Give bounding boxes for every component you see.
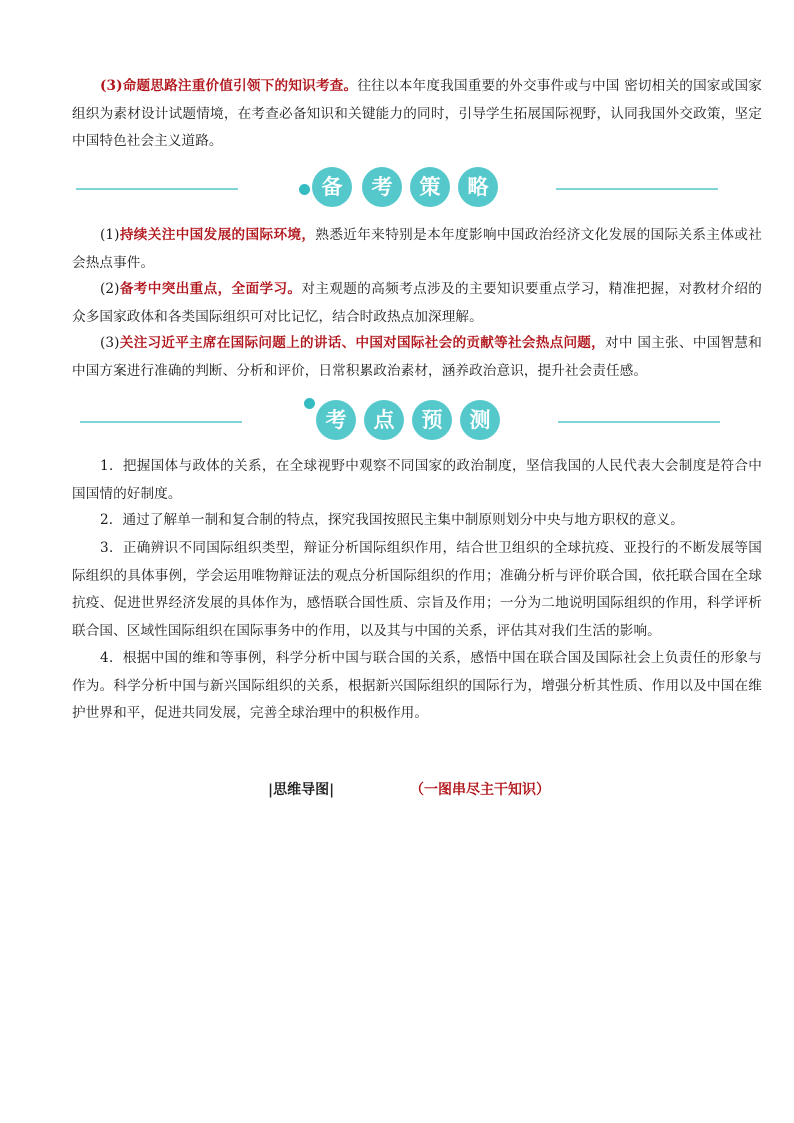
intro-paragraph (72, 73, 762, 156)
strategy-num: (2) (100, 281, 120, 297)
banner-left-line (80, 421, 242, 423)
strategy-text: 对主观题的高频考点涉及的主要知识要重点学习，精准把握，对教材介绍的众多国家政体和各类国际组织可对比记忆，结合时政热点加深理解。 (72, 281, 762, 325)
strategy-text: 对中 国主张、中国智慧和中国方案进行准确的判断、分析和评价，日常积累政治素材，涵养政治意识，提升社会责任感。 (72, 335, 762, 379)
intro-text: 往往以本年度我国重要的外交事件或与中国 密切相关的国家或国家组织为素材设计试题情境，在考查必备知识和关键能力的同时，引导学生拓展国际视野，认同我国外交政策，坚定中国特色社会主义道路。 (72, 78, 762, 149)
prediction-item: 1．把握国体与政体的关系，在全球视野中观察不同国家的政治制度，坚信我国的人民代表大会制度是符合中国国情的好制度。 (72, 458, 762, 502)
banner-char: 考 (316, 400, 356, 440)
banner-left-line (76, 188, 238, 190)
banner-right-line (558, 421, 720, 423)
strategy-num: (3) (100, 335, 120, 351)
prediction-item: 2．通过了解单一制和复合制的特点，探究我国按照民主集中制原则划分中央与地方职权的意义。 (100, 512, 684, 528)
strategy-num: (1) (100, 227, 120, 243)
strategy-item (72, 330, 762, 385)
mindmap-subtitle-text: （一图串尽主干知识） (410, 782, 550, 798)
strategy-lead: 持续关注中国发展的国际环境， (119, 227, 316, 243)
banner-char: 略 (458, 167, 498, 207)
banner-dot (304, 398, 315, 409)
strategy-text: 熟悉近年来特别是本年度影响中国政治经济文化发展的国际关系主体或社会热点事件。 (72, 227, 762, 271)
prediction-item: 3．正确辨识不同国际组织类型，辩证分析国际组织作用，结合世卫组织的全球抗疫、亚投行的不断发展等国际组织的具体事例，学会运用唯物辩证法的观点分析国际组织的作用；准确分析与评价联合国，依托联合国在全球抗疫、促进世界经济发展的具体作为，感悟联合国性质、宗旨及作用；一分为二地说明国际组织的作用，科学评析联合国、区域性国际组织在国际事务中的作用，以及其与中国的关系，评估其对我们生活的影响。 (72, 540, 762, 639)
banner-char: 策 (410, 167, 450, 207)
banner-char: 预 (412, 400, 452, 440)
strategy-lead: 备考中突出重点，全面学习。 (119, 281, 302, 297)
intro-lead: (3)命题思路注重价值引领下的知识考查。 (100, 78, 358, 94)
prediction-item: 4．根据中国的维和等事例，科学分析中国与联合国的关系，感悟中国在联合国及国际社会上负责任的形象与作为。科学分析中国与新兴国际组织的关系，根据新兴国际组织的国际行为，增强分析其性质、作用以及中国在维护世界和平，促进共同发展，完善全球治理中的积极作用。 (72, 650, 762, 721)
strategy-lead: 关注习近平主席在国际问题上的讲话、中国对国际社会的贡献等社会热点问题， (119, 335, 606, 351)
mindmap-title: |思维导图| (268, 782, 335, 798)
banner-char: 点 (364, 400, 404, 440)
banner-char: 考 (362, 167, 402, 207)
strategy-item (72, 276, 762, 331)
strategy-item (72, 222, 762, 277)
banner-strategy (0, 167, 794, 211)
banner-right-line (556, 188, 718, 190)
banner-prediction (0, 400, 794, 444)
mindmap-subtitle (410, 779, 550, 799)
banner-char: 测 (460, 400, 500, 440)
banner-dot (299, 184, 310, 195)
banner-char: 备 (312, 167, 352, 207)
